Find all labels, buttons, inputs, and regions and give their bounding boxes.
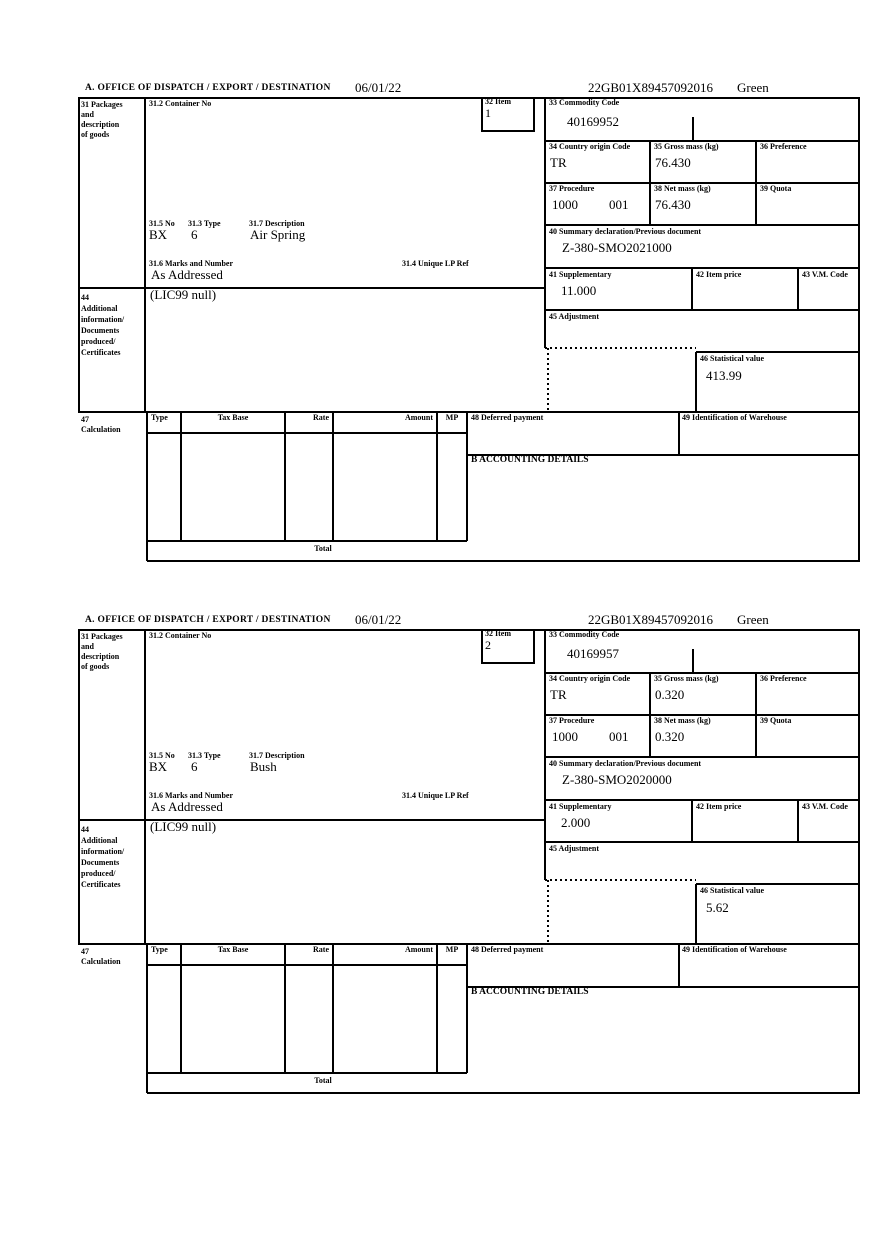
- box38-net-mass-label: 38 Net mass (kg): [654, 184, 711, 193]
- previous-document-value: Z-380-SMO2020000: [562, 772, 672, 787]
- box37-procedure-label: 37 Procedure: [549, 716, 595, 725]
- box35-gross-mass-label: 35 Gross mass (kg): [654, 674, 719, 683]
- net-mass-value: 76.430: [655, 197, 691, 212]
- accounting-details-label: B ACCOUNTING DETAILS: [471, 455, 589, 465]
- box48-deferred-payment-label: 48 Deferred payment: [471, 413, 544, 422]
- box36-preference-label: 36 Preference: [760, 142, 807, 151]
- marks-value: As Addressed: [151, 799, 223, 814]
- box40-previous-doc-label: 40 Summary declaration/Previous document: [549, 759, 702, 768]
- section-header: [78, 81, 862, 97]
- package-type-value: 6: [191, 759, 198, 774]
- net-mass-value: 0.320: [655, 729, 685, 744]
- declaration-item-section: [78, 81, 862, 564]
- column-mp-label: MP: [445, 945, 459, 954]
- box49-warehouse-label: 49 Identification of Warehouse: [682, 413, 787, 422]
- box39-quota-label: 39 Quota: [760, 716, 792, 725]
- box39-quota-label: 39 Quota: [760, 184, 792, 193]
- routing-status: Green: [737, 80, 769, 95]
- form-grid-lines: [78, 629, 860, 1094]
- box43-vm-code-label: 43 V.M. Code: [802, 802, 848, 811]
- gross-mass-value: 0.320: [655, 687, 685, 702]
- form-grid-box: [78, 97, 860, 562]
- box31-3-type-label: 31.3 Type: [188, 751, 221, 760]
- box47-calculation-label: 47 Calculation: [81, 947, 121, 966]
- box33-commodity-label: 33 Commodity Code: [549, 630, 620, 639]
- box35-gross-mass-label: 35 Gross mass (kg): [654, 142, 719, 151]
- previous-document-value: Z-380-SMO2021000: [562, 240, 672, 255]
- package-no-value: BX: [149, 759, 168, 774]
- movement-reference-number: 22GB01X89457092016: [588, 80, 713, 95]
- box31-4-unique-lp-label: 31.4 Unique LP Ref: [402, 259, 469, 268]
- box33-commodity-label: 33 Commodity Code: [549, 98, 620, 107]
- routing-status: Green: [737, 612, 769, 627]
- box31-5-no-label: 31.5 No: [149, 751, 175, 760]
- column-rate-label: Rate: [313, 945, 329, 954]
- column-amount-label: Amount: [404, 945, 433, 954]
- box45-adjustment-label: 45 Adjustment: [549, 844, 600, 853]
- goods-description-value: Bush: [250, 759, 277, 774]
- column-rate-label: Rate: [313, 413, 329, 422]
- supplementary-value: 11.000: [561, 283, 597, 298]
- procedure-value: 1000: [552, 729, 578, 744]
- column-amount-label: Amount: [404, 413, 433, 422]
- column-type-label: Type: [151, 413, 168, 422]
- box41-supplementary-label: 41 Supplementary: [549, 802, 612, 811]
- total-label: Total: [314, 1076, 332, 1085]
- office-of-dispatch-label: A. OFFICE OF DISPATCH / EXPORT / DESTINATION: [85, 83, 331, 93]
- box34-origin-label: 34 Country origin Code: [549, 674, 631, 683]
- additional-info-value: (LIC99 null): [150, 819, 217, 834]
- box31-4-unique-lp-label: 31.4 Unique LP Ref: [402, 791, 469, 800]
- procedure-2-value: 001: [609, 729, 629, 744]
- box31-7-description-label: 31.7 Description: [249, 219, 305, 228]
- box45-adjustment-label: 45 Adjustment: [549, 312, 600, 321]
- package-no-value: BX: [149, 227, 168, 242]
- commodity-code-value: 40169952: [567, 114, 619, 129]
- acceptance-date: 06/01/22: [355, 612, 402, 627]
- box43-vm-code-label: 43 V.M. Code: [802, 270, 848, 279]
- box31-7-description-label: 31.7 Description: [249, 751, 305, 760]
- box38-net-mass-label: 38 Net mass (kg): [654, 716, 711, 725]
- box34-origin-label: 34 Country origin Code: [549, 142, 631, 151]
- box31-packages-label: 31 Packages and description of goods: [81, 100, 123, 139]
- box31-2-container-label: 31.2 Container No: [149, 99, 212, 108]
- supplementary-value: 2.000: [561, 815, 591, 830]
- country-origin-value: TR: [550, 155, 567, 170]
- box37-procedure-label: 37 Procedure: [549, 184, 595, 193]
- item-number-value: 2: [485, 638, 491, 652]
- form-grid-box: [78, 629, 860, 1094]
- box32-item-label: 32 Item: [485, 629, 511, 638]
- movement-reference-number: 22GB01X89457092016: [588, 612, 713, 627]
- procedure-2-value: 001: [609, 197, 629, 212]
- section-header: [78, 613, 862, 629]
- box40-previous-doc-label: 40 Summary declaration/Previous document: [549, 227, 702, 236]
- column-tax-base-label: Tax Base: [217, 945, 249, 954]
- goods-description-value: Air Spring: [250, 227, 306, 242]
- office-of-dispatch-label: A. OFFICE OF DISPATCH / EXPORT / DESTINATION: [85, 615, 331, 625]
- box31-3-type-label: 31.3 Type: [188, 219, 221, 228]
- column-tax-base-label: Tax Base: [217, 413, 249, 422]
- box46-statistical-label: 46 Statistical value: [700, 354, 764, 363]
- statistical-value: 5.62: [706, 900, 729, 915]
- commodity-code-value: 40169957: [567, 646, 619, 661]
- box44-additional-info-label: 44 Additional information/ Documents produced/ Certificates: [81, 825, 125, 889]
- gross-mass-value: 76.430: [655, 155, 691, 170]
- box44-additional-info-label: 44 Additional information/ Documents produced/ Certificates: [81, 293, 125, 357]
- box31-6-marks-label: 31.6 Marks and Number: [149, 791, 234, 800]
- marks-value: As Addressed: [151, 267, 223, 282]
- country-origin-value: TR: [550, 687, 567, 702]
- box46-statistical-label: 46 Statistical value: [700, 886, 764, 895]
- declaration-item-section: [78, 613, 862, 1096]
- acceptance-date: 06/01/22: [355, 80, 402, 95]
- column-type-label: Type: [151, 945, 168, 954]
- box41-supplementary-label: 41 Supplementary: [549, 270, 612, 279]
- additional-info-value: (LIC99 null): [150, 287, 217, 302]
- box31-5-no-label: 31.5 No: [149, 219, 175, 228]
- statistical-value: 413.99: [706, 368, 742, 383]
- box36-preference-label: 36 Preference: [760, 674, 807, 683]
- box48-deferred-payment-label: 48 Deferred payment: [471, 945, 544, 954]
- item-number-value: 1: [485, 106, 491, 120]
- procedure-value: 1000: [552, 197, 578, 212]
- accounting-details-label: B ACCOUNTING DETAILS: [471, 987, 589, 997]
- box32-item-label: 32 Item: [485, 97, 511, 106]
- box31-2-container-label: 31.2 Container No: [149, 631, 212, 640]
- box47-calculation-label: 47 Calculation: [81, 415, 121, 434]
- box42-item-price-label: 42 Item price: [696, 270, 742, 279]
- column-mp-label: MP: [445, 413, 459, 422]
- package-type-value: 6: [191, 227, 198, 242]
- form-grid-lines: [78, 97, 860, 562]
- box31-6-marks-label: 31.6 Marks and Number: [149, 259, 234, 268]
- box31-packages-label: 31 Packages and description of goods: [81, 632, 123, 671]
- box49-warehouse-label: 49 Identification of Warehouse: [682, 945, 787, 954]
- total-label: Total: [314, 544, 332, 553]
- box42-item-price-label: 42 Item price: [696, 802, 742, 811]
